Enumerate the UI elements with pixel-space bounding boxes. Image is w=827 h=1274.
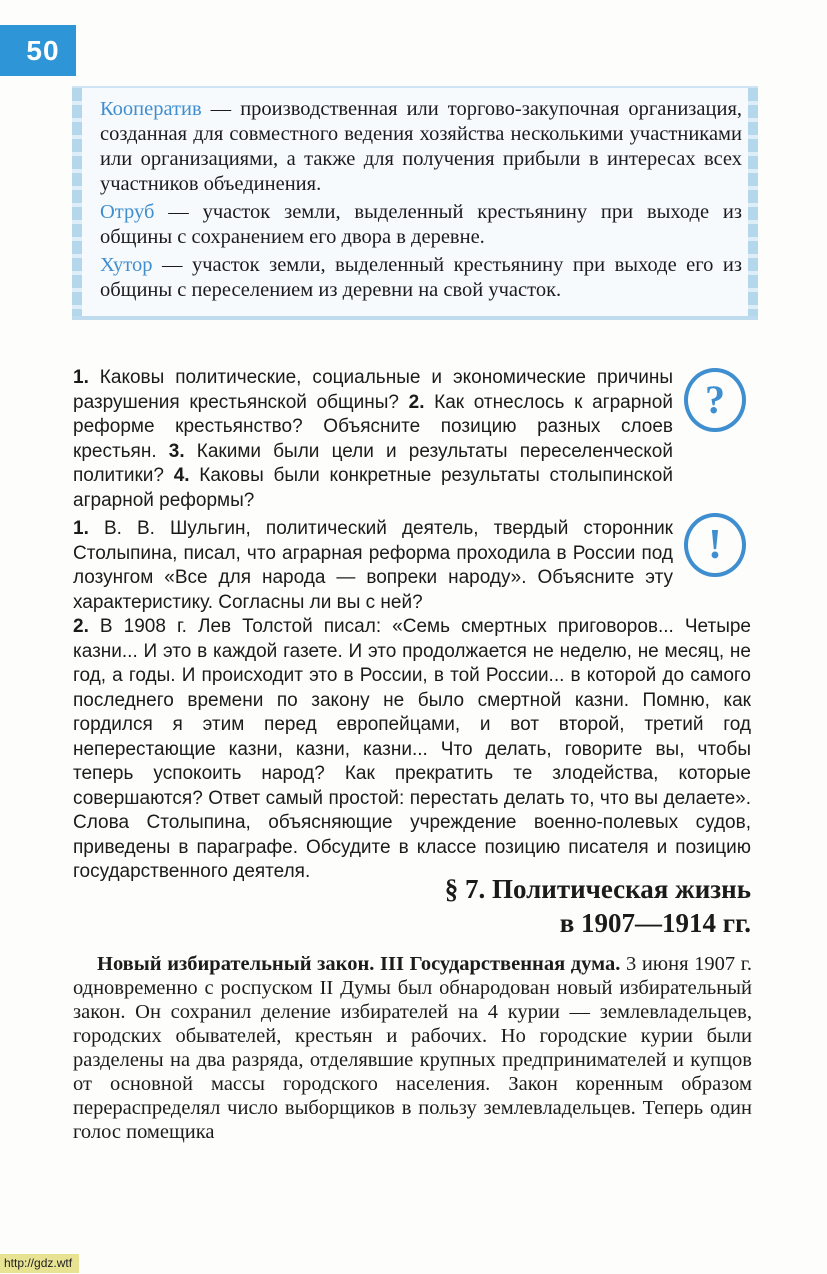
task-number: 2. — [73, 616, 89, 637]
task-number: 1. — [73, 518, 89, 539]
definition-item: Кооператив — производственная или торгово-закупочная организация, созданная для совместного ведения хозяйства несколькими участниками или организациями, а также для получения прибыли в интересах всех участников объединения. — [100, 98, 742, 195]
question-icon-glyph: ? — [705, 376, 725, 422]
question-icon — [684, 368, 746, 432]
gdz-watermark-link: http://gdz.wtf — [0, 1254, 79, 1273]
defbox-left-border — [72, 88, 82, 316]
page-number-tab — [0, 25, 76, 76]
question-number: 2. — [408, 391, 425, 413]
question-number: 1. — [73, 367, 89, 388]
page-number: 50 — [26, 34, 60, 66]
tasks-section — [73, 517, 751, 885]
task-item: 2. В 1908 г. Лев Толстой писал: «Семь смертных приговоров... Четыре казни... И это в каждой газете. И это продолжается не неделю, не месяц, не год, а годы. И происходит это в России, в той России... в которой до самого последнего времени по закону не было смертной казни. Помню, как гордился я этим перед европейцами, и вот второй, третий год неперестающие казни, казни, казни... Что делать, говорите вы, чтобы теперь успокоить народ? Как прекратить те злодейства, которые совершаются? Ответ самый простой: перестать делать то, что вы делаете». Слова Столыпина, объясняющие учреждение военно-полевых судов, приведены в параграфе. Обсудите в классе позицию писателя и позицию государственного деятеля. — [73, 616, 751, 882]
definition-term: Отруб — [100, 201, 155, 223]
definitions-list — [100, 97, 742, 303]
defbox-right-border — [748, 88, 758, 316]
questions-text: 1. Каковы политические, социальные и экономические причины разрушения крестьянской общины? 2. Как отнеслось к аграрной реформе крестьянство? Объясните позицию разных слоев крестьян. 3. Какими были цели и результаты переселенческой политики? 4. Каковы были конкретные результаты столыпинской аграрной реформы? — [73, 367, 673, 511]
definition-term: Кооператив — [100, 98, 202, 120]
paragraph-lead: Новый избирательный закон. III Государственная дума. — [97, 953, 621, 975]
question-number: 3. — [168, 440, 185, 462]
definitions-box — [72, 86, 758, 320]
task-item: 1. В. В. Шульгин, политический деятель, твердый сторонник Столыпина, писал, что аграрная реформа проходила в России под лозунгом «Все для народа — вопреки народу». Объясните эту характеристику. Согласны ли вы с ней? — [73, 518, 673, 613]
question-number: 4. — [173, 465, 190, 486]
definition-item: Хутор — участок земли, выделенный крестьянину при выходе его из общины с переселением из деревни на свой участок. — [100, 254, 742, 301]
body-paragraph — [73, 952, 752, 1144]
section-heading — [73, 872, 751, 940]
paragraph-body: 3 июня 1907 г. одновременно с роспуском II Думы был обнародован новый избирательный закон. Он сохранил деление избирателей на 4 курии — землевладельцев, городских обывателей, крестьян и рабочих. Но городские курии были разделены на два разряда, отделявшие крупных предпринимателей и купцов от основной массы городского населения. Закон коренным образом перераспределял число выборщиков в пользу землевладельцев. Теперь один голос помещика — [73, 953, 752, 1143]
definition-item: Отруб — участок земли, выделенный крестьянину при выходе из общины с сохранением его двора в деревне. — [100, 201, 742, 248]
body-paragraph-section — [73, 952, 752, 1144]
exclamation-icon-glyph: ! — [708, 521, 722, 568]
definition-term: Хутор — [100, 254, 153, 276]
section-heading-line2: в 1907—1914 гг. — [559, 908, 751, 938]
tasks-list — [73, 517, 751, 885]
section-heading-line1: § 7. Политическая жизнь — [444, 874, 751, 904]
exclamation-icon — [684, 513, 746, 577]
questions-section — [73, 366, 751, 513]
